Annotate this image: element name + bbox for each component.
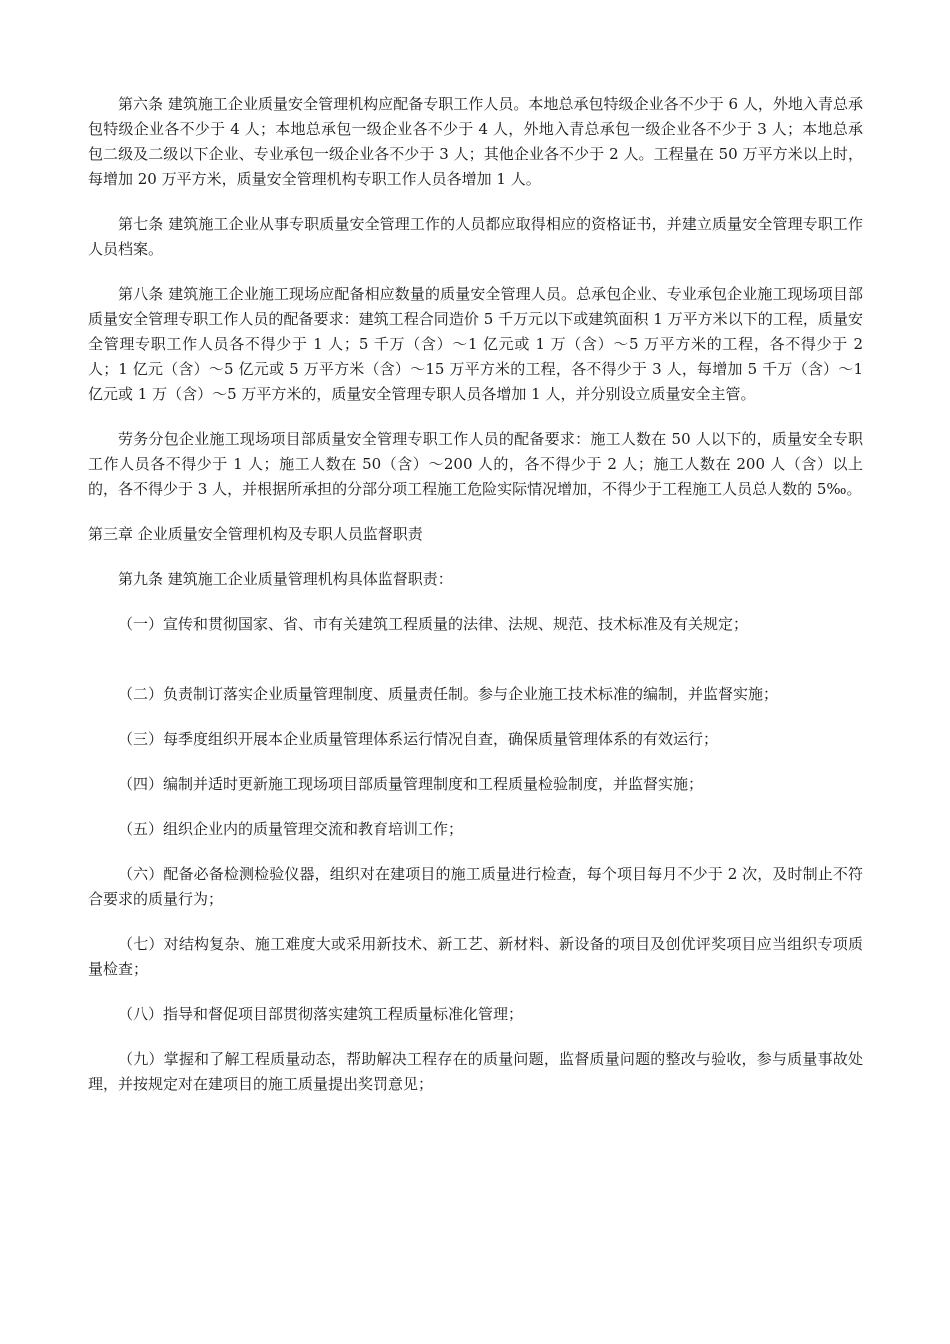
duty-item-8: （八）指导和督促项目部贯彻落实建筑工程质量标准化管理； — [118, 1005, 524, 1023]
duty-item-7: （七）对结构复杂、施工难度大或采用新技术、新工艺、新材料、新设备的项目及创优评奖项目应当组织专项质量检查； — [88, 935, 863, 978]
article-8-paragraph: 第八条 建筑施工企业施工现场应配备相应数量的质量安全管理人员。总承包企业、专业承包企业施工现场项目部质量安全管理专职工作人员的配备要求：建筑工程合同造价 5 千万元以下或建筑面积 1 万平方米以下的工程，质量安全管理专职工作人员各不得少于 1 人；5 千万（含）～1 亿元或 1 万（含）～5 万平方米的工程，各不得少于 2 人；1 亿元（含）～5 亿元或 5 万平方米（含）～15 万平方米的工程，各不得少于 3 人，每增加 5 千万（含）～1 亿元或 1 万（含）～5 万平方米的，质量安全管理专职人员各增加 1 人，并分别设立质量安全主管。 — [88, 285, 863, 403]
duty-item-2: （二）负责制订落实企业质量管理制度、质量责任制。参与企业施工技术标准的编制，并监督实施； — [118, 685, 779, 703]
duty-item-5: （五）组织企业内的质量管理交流和教育培训工作； — [118, 820, 464, 838]
article-7-paragraph: 第七条 建筑施工企业从事专职质量安全管理工作的人员都应取得相应的资格证书，并建立质量安全管理专职工作人员档案。 — [88, 215, 863, 258]
duty-item-3: （三）每季度组织开展本企业质量管理体系运行情况自查，确保质量管理体系的有效运行； — [118, 730, 719, 748]
article-6-paragraph: 第六条 建筑施工企业质量安全管理机构应配备专职工作人员。本地总承包特级企业各不少于 6 人，外地入青总承包特级企业各不少于 4 人；本地总承包一级企业各不少于 4 人，外地入青总承包一级企业各不少于 3 人；本地总承包二级及二级以下企业、专业承包一级企业各不少于 3 人；其他企业各不少于 2 人。工程量在 50 万平方米以上时，每增加 20 万平方米，质量安全管理机构专职工作人员各增加 1 人。 — [88, 95, 863, 188]
duty-item-1: （一）宣传和贯彻国家、省、市有关建筑工程质量的法律、法规、规范、技术标准及有关规定； — [118, 615, 749, 633]
article-9-intro: 第九条 建筑施工企业质量管理机构具体监督职责： — [118, 570, 453, 588]
duty-item-4: （四）编制并适时更新施工现场项目部质量管理制度和工程质量检验制度，并监督实施； — [118, 775, 704, 793]
document-page — [88, 92, 863, 1097]
labor-subcontract-paragraph: 劳务分包企业施工现场项目部质量安全管理专职工作人员的配备要求：施工人数在 50 人以下的，质量安全专职工作人员各不得少于 1 人；施工人数在 50（含）～200 人的，各不得少于 2 人；施工人数在 200 人（含）以上的，各不得少于 3 人，并根据所承担的分部分项工程施工危险实际情况增加，不得少于工程施工人员总人数的 5‰。 — [88, 430, 863, 498]
duty-item-9: （九）掌握和了解工程质量动态，帮助解决工程存在的质量问题，监督质量问题的整改与验收，参与质量事故处理，并按规定对在建项目的施工质量提出奖罚意见； — [88, 1050, 863, 1093]
duty-item-6: （六）配备必备检测检验仪器，组织对在建项目的施工质量进行检查，每个项目每月不少于 2 次，及时制止不符合要求的质量行为； — [88, 865, 863, 908]
chapter-3-heading: 第三章 企业质量安全管理机构及专职人员监督职责 — [88, 525, 423, 543]
